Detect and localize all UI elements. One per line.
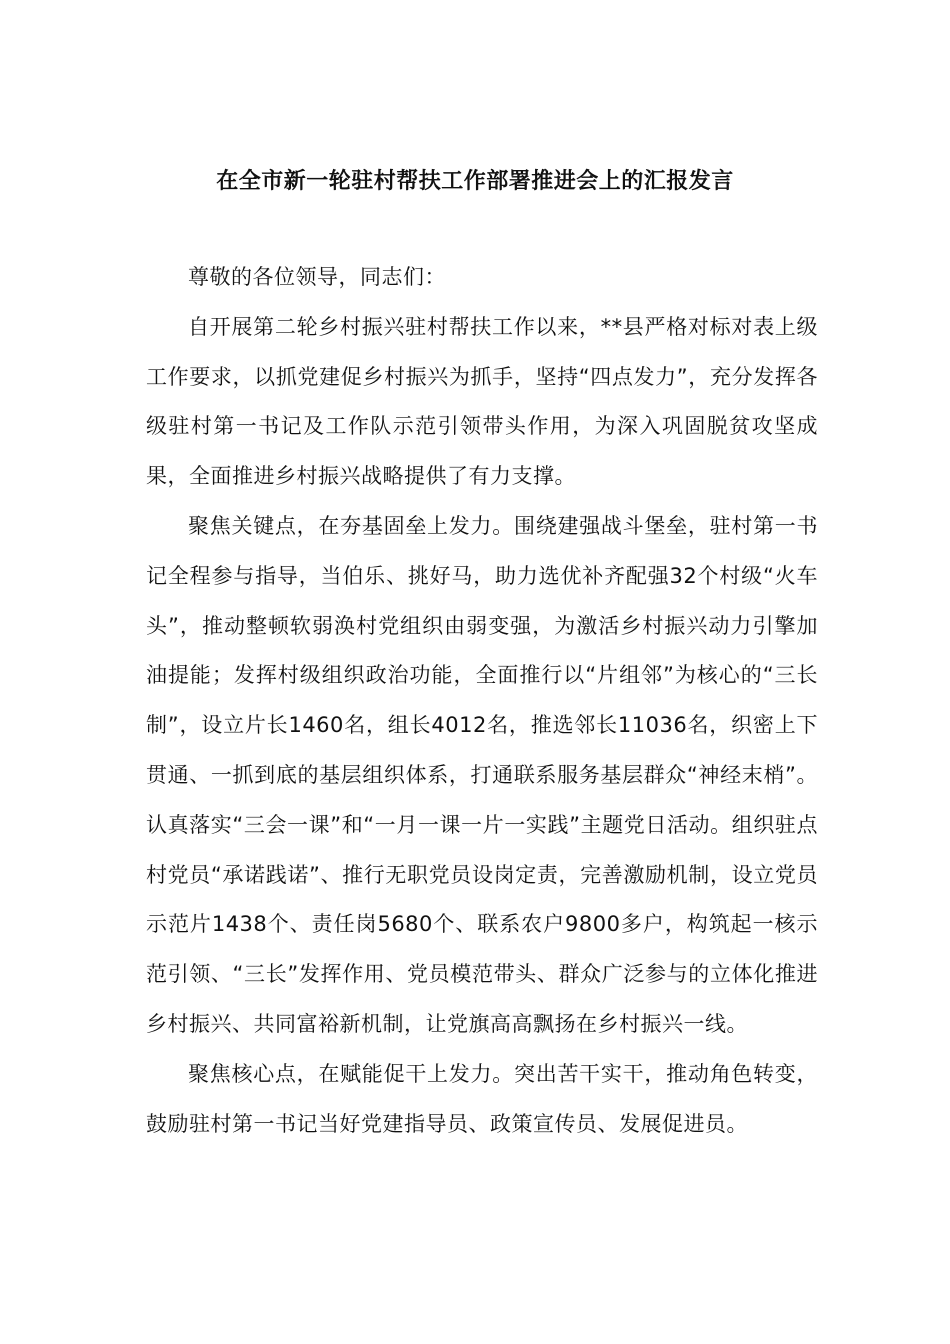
salutation: 尊敬的各位领导，同志们： (188, 265, 446, 289)
document-body (146, 253, 818, 1149)
paragraph-core-point: 聚焦核心点，在赋能促干上发力。突出苦干实干，推动角色转变，鼓励驻村第一书记当好党建指导员、政策宣传员、发展促进员。 (146, 1061, 818, 1136)
document-title: 在全市新一轮驻村帮扶工作部署推进会上的汇报发言 (216, 169, 734, 194)
paragraph-intro: 自开展第二轮乡村振兴驻村帮扶工作以来，**县严格对标对表上级工作要求，以抓党建促乡村振兴为抓手，坚持“四点发力”，充分发挥各级驻村第一书记及工作队示范引领带头作用，为深入巩固脱贫攻坚成果，全面推进乡村振兴战略提供了有力支撑。 (146, 314, 818, 489)
paragraph-key-point: 聚焦关键点，在夯基固垒上发力。围绕建强战斗堡垒，驻村第一书记全程参与指导，当伯乐、挑好马，助力选优补齐配强32个村级“火车头”，推动整顿软弱涣村党组织由弱变强，为激活乡村振兴动力引擎加油提能；发挥村级组织政治功能，全面推行以“片组邻”为核心的“三长制”，设立片长1460名，组长4012名，推选邻长11036名，织密上下贯通、一抓到底的基层组织体系，打通联系服务基层群众“神经末梢”。认真落实“三会一课”和“一月一课一片一实践”主题党日活动。组织驻点村党员“承诺践诺”、推行无职党员设岗定责，完善激励机制，设立党员示范片1438个、责任岗5680个、联系农户9800多户，构筑起一核示范引领、“三长”发挥作用、党员模范带头、群众广泛参与的立体化推进乡村振兴、共同富裕新机制，让党旗高高飘扬在乡村振兴一线。 (146, 513, 818, 1036)
